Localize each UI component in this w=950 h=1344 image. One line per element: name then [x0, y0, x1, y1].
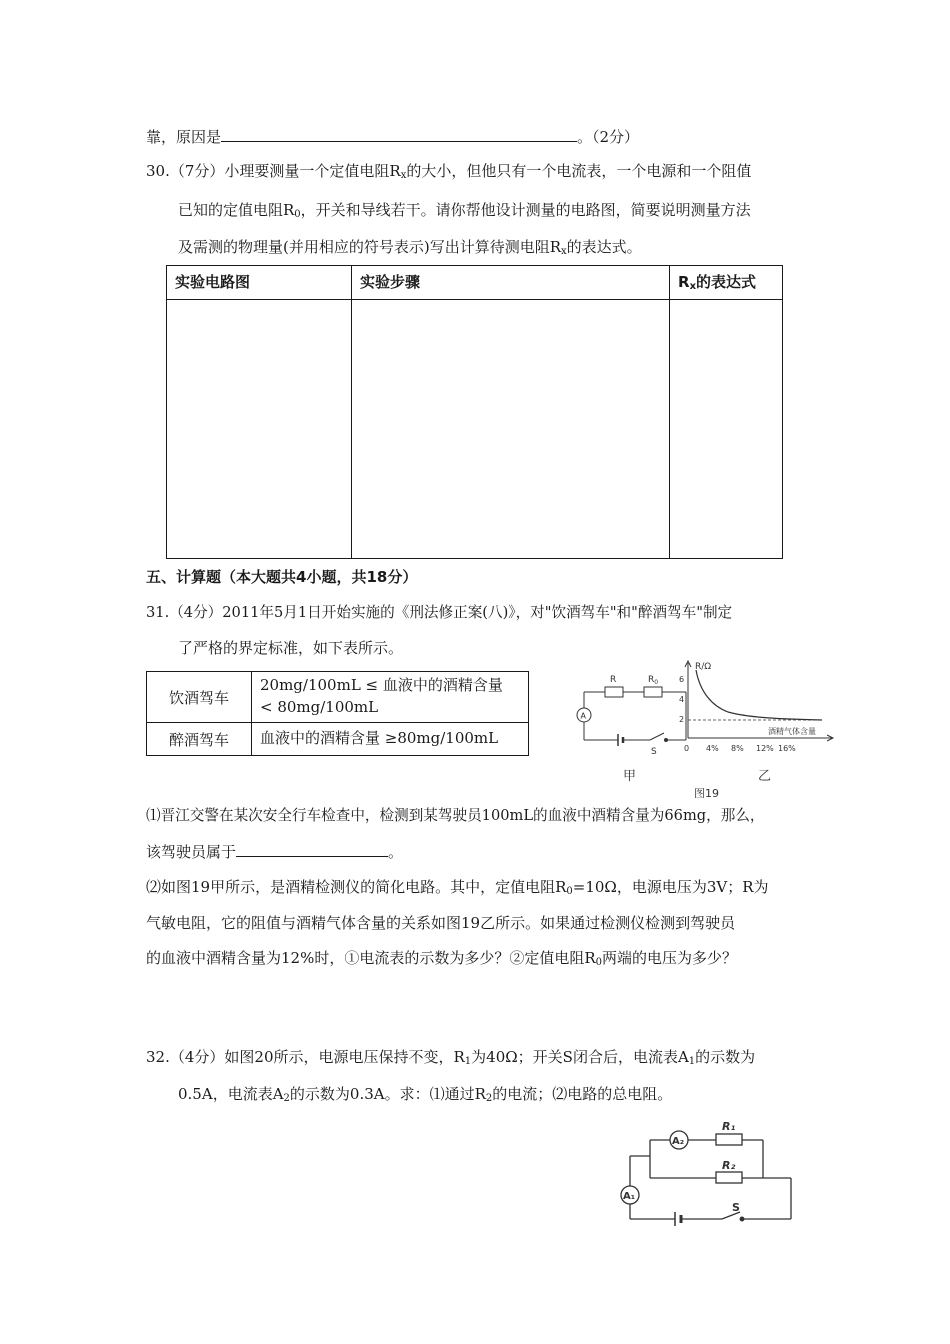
fig19-label-jia: 甲	[623, 769, 637, 784]
q31-p2-line1: ⑵如图19甲所示，是酒精检测仪的简化电路。其中，定值电阻$R_0=10\Omega$，电源电压为3V；R为	[146, 878, 769, 897]
q30-line3-b: 的表达式。	[566, 238, 642, 256]
fig20-label-r2: R₂	[722, 1159, 736, 1172]
q29-tail-prefix: 靠，原因是	[146, 128, 222, 146]
q30-text-a: 30.（7分）小理要测量一个定值电阻R	[146, 162, 401, 180]
q30-cell-steps[interactable]	[352, 300, 670, 559]
resistance-curve	[696, 670, 822, 720]
q31-row1-value-cell	[252, 672, 529, 723]
fig20-label-r1: R₁	[722, 1120, 736, 1133]
figure-20	[612, 1118, 802, 1228]
q30-answer-table	[166, 265, 783, 559]
q31-p1-line1: ⑴晋江交警在某次安全行车检查中，检测到某驾驶员100mL的血液中酒精含量为66mg，那么，	[146, 807, 765, 824]
q30-cell-circuit[interactable]	[167, 300, 352, 559]
q31-row2-value: 血液中的酒精含量 ≥80mg/100mL	[260, 729, 499, 747]
q30-cell-expression[interactable]	[670, 300, 783, 559]
q31-row1-value-a: 20mg/100mL ≤ 血液中的酒精含量	[260, 676, 503, 694]
fig20-circuit	[621, 1131, 791, 1226]
q30-line2-a: 已知的定值电阻R	[178, 201, 295, 219]
fig19-y-tick-6: 6	[679, 675, 685, 684]
q29-answer-blank[interactable]	[221, 127, 577, 142]
fig19-caption: 图19	[694, 787, 719, 798]
q30-sub-x: x	[400, 170, 407, 181]
q30-header-expression: $R_x$的表达式	[670, 266, 783, 300]
q31-row1-label-cell	[147, 672, 252, 723]
q31-row1-label: 饮酒驾车	[168, 688, 229, 707]
q32-line2: 0.5A，电流表$A_2$的示数为0.3A。求：⑴通过$R_2$的电流；⑵电路的总电阻。	[178, 1085, 673, 1104]
fig19-x-tick-16: 16%	[778, 744, 796, 753]
q30-header-circuit: 实验电路图	[167, 266, 352, 300]
q31-limits-table	[146, 671, 529, 756]
q31-answer-blank[interactable]	[236, 842, 388, 857]
q31-p1-prefix: 该驾驶员属于	[146, 843, 237, 861]
resistor-r2	[716, 1172, 742, 1183]
q29-tail-suffix: 。（2分）	[577, 128, 640, 146]
fig19-label-r0: $R_0$	[648, 675, 659, 686]
fig19-x-tick-12: 12%	[756, 744, 774, 753]
resistor-r1	[716, 1134, 742, 1145]
fig19-x-tick-0: 0	[684, 744, 690, 753]
fig20-label-a1: A₁	[623, 1191, 636, 1202]
fig20-label-a2: A₂	[672, 1136, 685, 1147]
fig19-label-r: R	[610, 675, 617, 685]
q31-p2-line3: 的血液中酒精含量为12%时，①电流表的示数为多少？②定值电阻$R_0$两端的电压为多少？	[146, 949, 738, 968]
fig19-y-tick-2: 2	[679, 715, 685, 724]
q30-line1	[146, 160, 751, 181]
q31-row1-value-b: < 80mg/100mL	[260, 698, 379, 716]
q31-line1: 31.（4分）2011年5月1日开始实施的《刑法修正案(八)》，对"饮酒驾车"和"醉酒驾车"制定	[146, 604, 733, 621]
figure-19	[572, 658, 842, 798]
fig20-label-s: S	[732, 1201, 740, 1214]
resistor-r0	[644, 687, 662, 697]
q31-row2-label: 醉酒驾车	[168, 730, 229, 749]
fig19-y-axis-label: R/Ω	[695, 662, 712, 672]
fig19-x-tick-4: 4%	[706, 744, 719, 753]
q30-line3-a: 及需测的物理量(并用相应的符号表示)写出计算待测电阻R	[178, 238, 562, 256]
q32-line1: 32.（4分）如图20所示，电源电压保持不变，$R_1$为40Ω；开关S闭合后，电流表$A_1$的示数为	[146, 1048, 756, 1067]
q30-line2	[178, 199, 751, 220]
q30-text-b: 的大小，但他只有一个电流表，一个电源和一个阻值	[406, 162, 752, 180]
fig19-label-ammeter: A	[580, 711, 586, 721]
q31-p1-suffix: 。	[388, 843, 404, 861]
fig19-circuit-jia	[577, 687, 686, 746]
q30-line3-sub: x	[561, 246, 567, 257]
q30-line2-sub: 0	[294, 209, 301, 220]
q30-header-steps: 实验步骤	[352, 266, 670, 300]
fig19-x-tick-8: 8%	[731, 744, 744, 753]
q31-line2: 了严格的界定标准，如下表所示。	[178, 639, 404, 657]
q31-row2-value-cell	[252, 723, 529, 756]
fig19-x-axis-label: 酒精气体含量	[768, 727, 816, 736]
q31-p1-line2	[146, 841, 403, 862]
resistor-r	[605, 687, 623, 697]
fig19-label-yi: 乙	[758, 769, 772, 784]
fig19-label-switch: S	[651, 747, 657, 757]
section5-title: 五、计算题（本大题共4小题，共18分）	[146, 568, 418, 586]
q30-line3	[178, 236, 642, 257]
q30-line2-b: ，开关和导线若干。请你帮他设计测量的电路图，简要说明测量方法	[300, 201, 751, 219]
q31-row2-label-cell	[147, 723, 252, 756]
fig19-y-tick-4: 4	[679, 695, 685, 704]
q31-p2-line2: 气敏电阻，它的阻值与酒精气体含量的关系如图19乙所示。如果通过检测仪检测到驾驶员	[146, 914, 736, 932]
q29-tail-line	[146, 126, 639, 147]
